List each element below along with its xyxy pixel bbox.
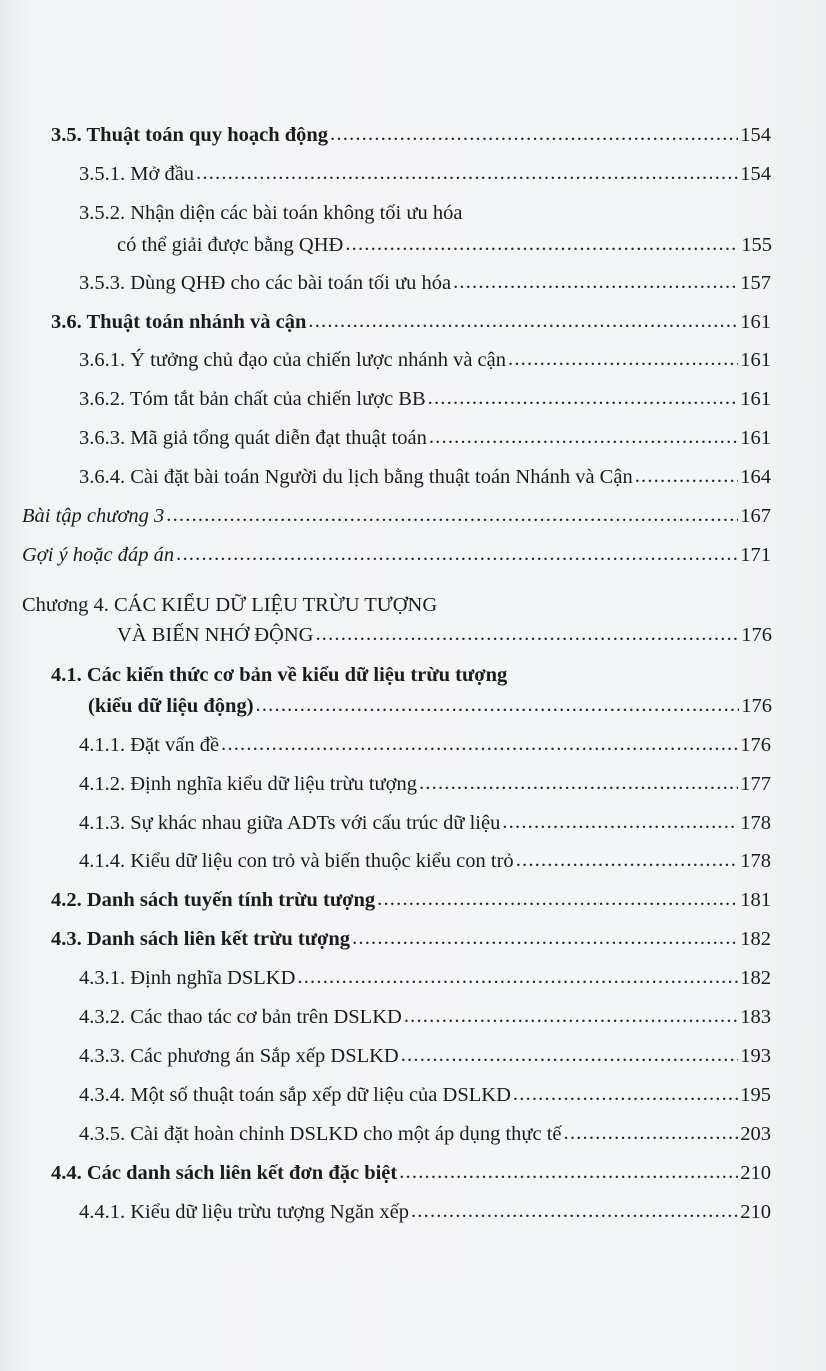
toc-entry-3-6-4 [79,464,771,490]
toc-entry-4-3-1 [79,965,771,991]
toc-page-number: 157 [740,272,771,294]
dot-leader [502,809,738,835]
toc-entry-3-5-1 [79,161,771,187]
toc-page-number: 182 [740,967,771,989]
toc-entry-title: 4.3.1. Định nghĩa DSLKD [79,967,296,989]
toc-entry-4-3-4 [79,1082,771,1108]
toc-entry-4-1-4 [79,848,771,874]
dot-leader [516,847,739,873]
dot-leader [564,1120,739,1146]
toc-page-number: 161 [740,388,771,410]
toc-page-number: 176 [740,734,771,756]
toc-entry-title: Gợi ý hoặc đáp án [22,544,175,566]
dot-leader [401,1042,739,1068]
toc-entry-title: 4.3. Danh sách liên kết trừu tượng [51,928,351,950]
toc-entry-title: 4.3.2. Các thao tác cơ bản trên DSLKD [79,1006,402,1028]
toc-entry-3-5 [51,122,771,148]
dot-leader [411,1198,738,1224]
toc-entry-title: có thể giải được bằng QHĐ [117,234,344,256]
toc-page-number: 161 [740,349,771,371]
dot-leader [330,121,738,147]
toc-entry-4-1-2 [79,771,771,797]
dot-leader [176,541,738,567]
toc-entry-4-3-3 [79,1043,771,1069]
toc-page-number: 182 [740,928,771,950]
toc-page-number: 203 [740,1123,771,1145]
dot-leader [166,502,738,528]
chapter-title-line1: CÁC KIỂU DỮ LIỆU TRỪU TƯỢNG [114,594,438,616]
dot-leader [256,692,740,718]
chapter-4-heading [22,592,437,618]
toc-entry-title: 4.1.2. Định nghĩa kiểu dữ liệu trừu tượng [79,773,417,795]
toc-entry-title: 3.6.3. Mã giả tổng quát diễn đạt thuật toán [79,427,427,449]
toc-entry-4-4-1 [79,1199,771,1225]
dot-leader [404,1003,738,1029]
toc-entry-title: 3.5.3. Dùng QHĐ cho các bài toán tối ưu hóa [79,272,452,294]
toc-entry-title-line1: 4.1. Các kiến thức cơ bản về kiểu dữ liệu trừu tượng [51,664,508,686]
dot-leader [221,731,738,757]
toc-page-number: 167 [740,505,771,527]
toc-page-number: 171 [740,544,771,566]
toc-entry-title: 3.5.1. Mở đầu [79,163,195,185]
toc-page-number: 178 [740,812,771,834]
dot-leader [508,346,738,372]
toc-page-number: 210 [740,1201,771,1223]
toc-entry-3-6 [51,309,771,335]
toc-entry-answers [22,542,771,568]
toc-entry-4-3-5 [79,1121,771,1147]
toc-entry-title: 4.3.5. Cài đặt hoàn chỉnh DSLKD cho một áp dụng thực tế [79,1123,562,1145]
toc-entry-exercises-ch3 [22,503,771,529]
dot-leader [308,308,738,334]
toc-entry-4-1 [88,693,772,719]
toc-entry-3-5-2 [117,232,772,258]
toc-entry-title: 4.2. Danh sách tuyến tính trừu tượng [51,889,376,911]
toc-page-number: 161 [740,311,771,333]
toc-page-number: 161 [740,427,771,449]
toc-entry-title: 4.1.4. Kiểu dữ liệu con trỏ và biến thuộc kiểu con trỏ [79,850,514,872]
toc-page-number: 164 [740,466,771,488]
toc-page-number: 176 [741,695,772,717]
toc-entry-title: 3.6. Thuật toán nhánh và cận [51,311,307,333]
dot-leader [345,231,739,257]
dot-leader [196,160,738,186]
toc-entry-4-1-3 [79,810,771,836]
toc-page-number: 154 [740,124,771,146]
dot-leader [297,964,738,990]
toc-entry-chapter-4 [117,622,772,648]
dot-leader [352,925,738,951]
toc-page-number: 178 [740,850,771,872]
dot-leader [315,621,739,647]
toc-entry-4-3-2 [79,1004,771,1030]
dot-leader [635,463,739,489]
toc-page-number: 183 [740,1006,771,1028]
toc-entry-title: (kiểu dữ liệu động) [88,695,254,717]
dot-leader [399,1159,738,1185]
toc-page-number: 176 [741,624,772,646]
dot-leader [428,385,739,411]
toc-entry-3-5-3 [79,270,771,296]
toc-entry-title: 3.6.4. Cài đặt bài toán Người du lịch bằng thuật toán Nhánh và Cận [79,466,633,488]
toc-entry-4-2 [51,887,771,913]
toc-page-number: 195 [740,1084,771,1106]
dot-leader [377,886,738,912]
toc-entry-title: 4.4. Các danh sách liên kết đơn đặc biệt [51,1162,398,1184]
toc-entry-title: 4.4.1. Kiểu dữ liệu trừu tượng Ngăn xếp [79,1201,409,1223]
toc-page-number: 210 [740,1162,771,1184]
toc-entry-title: 3.5. Thuật toán quy hoạch động [51,124,329,146]
toc-entry-title: Bài tập chương 3 [22,505,165,527]
dot-leader [513,1081,738,1107]
toc-entry-title-line1: 3.5.2. Nhận diện các bài toán không tối ưu hóa [79,202,463,224]
toc-entry-title: 3.6.1. Ý tưởng chủ đạo của chiến lược nhánh và cận [79,349,507,371]
dot-leader [419,770,738,796]
dot-leader [429,424,738,450]
toc-entry-4-1-1 [79,732,771,758]
toc-entry-3-6-2 [79,386,771,412]
toc-entry-title: 4.3.3. Các phương án Sắp xếp DSLKD [79,1045,399,1067]
toc-page-number: 155 [741,234,772,256]
toc-entry-title: 4.1.3. Sự khác nhau giữa ADTs với cấu trúc dữ liệu [79,812,501,834]
toc-page-number: 181 [740,889,771,911]
toc-entry-3-6-1 [79,347,771,373]
toc-entry-4-3 [51,926,771,952]
toc-page-number: 177 [740,773,771,795]
toc-entry-title: VÀ BIẾN NHỚ ĐỘNG [117,624,314,646]
toc-entry-title: 4.1.1. Đặt vấn đề [79,734,220,756]
toc-entry-3-6-3 [79,425,771,451]
toc-page-number: 154 [740,163,771,185]
chapter-label: Chương 4. [22,594,109,616]
toc-entry-title: 4.3.4. Một số thuật toán sắp xếp dữ liệu của DSLKD [79,1084,511,1106]
toc-entry-title: 3.6.2. Tóm tắt bản chất của chiến lược BB [79,388,426,410]
toc-entry-4-4 [51,1160,771,1186]
dot-leader [453,269,738,295]
toc-page-number: 193 [740,1045,771,1067]
